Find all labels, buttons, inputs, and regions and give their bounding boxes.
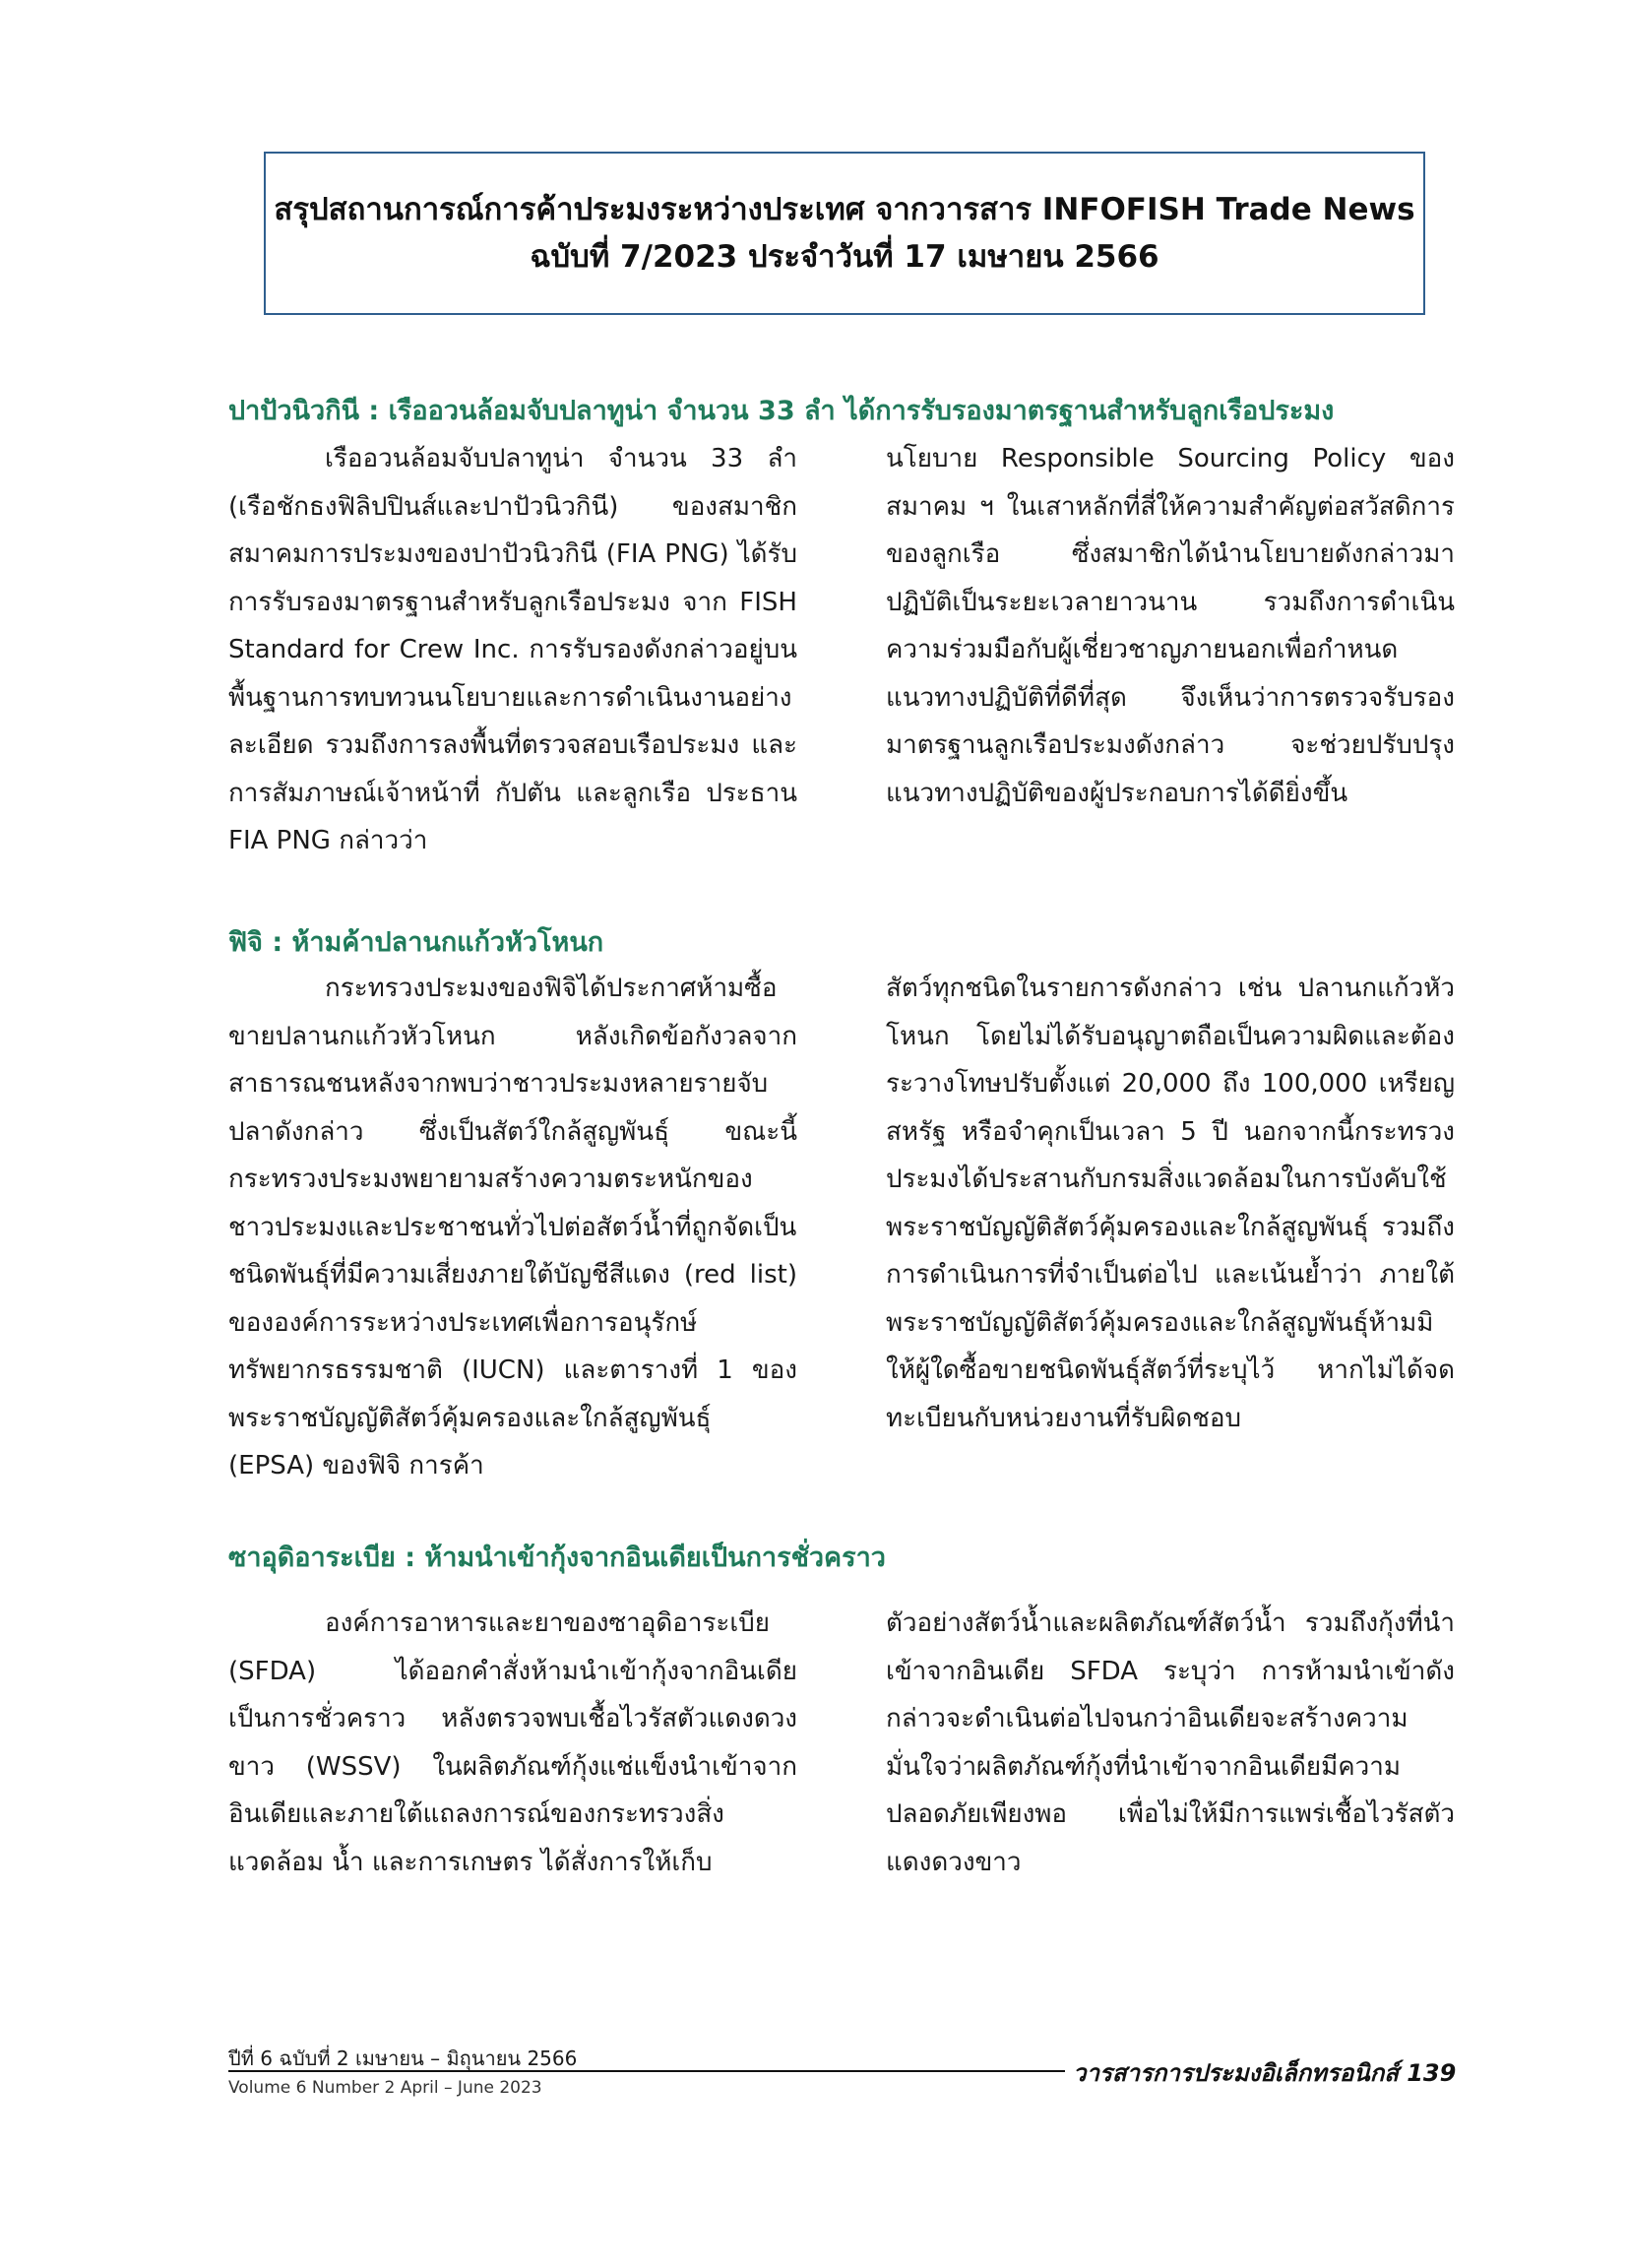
section-fiji-right-column xyxy=(886,965,1455,1442)
footer-issue-thai: ปีที่ 6 ฉบับที่ 2 เมษายน – มิถุนายน 2566 xyxy=(228,2047,578,2070)
section-saudi-right-text: ตัวอย่างสัตว์น้ำและผลิตภัณฑ์สัตว์น้ำ รวมถึงกุ้งที่นำเข้าจากอินเดีย SFDA ระบุว่า การห้ามนำเข้าดังกล่าวจะดำเนินต่อไปจนกว่าอินเดียจะสร้างความมั่นใจว่าผลิตภัณฑ์กุ้งที่นำเข้าจากอินเดียมีความปลอดภัยเพียงพอ เพื่อไม่ให้มีการแพร่เชื้อไวรัสตัวแดงดวงขาว xyxy=(886,1608,1455,1877)
section-fiji-right-text: สัตว์ทุกชนิดในรายการดังกล่าว เช่น ปลานกแก้วหัวโหนก โดยไม่ได้รับอนุญาตถือเป็นความผิดและต้องระวางโทษปรับตั้งแต่ 20,000 ถึง 100,000 เหรียญสหรัฐ หรือจำคุกเป็นเวลา 5 ปี นอกจากนี้กระทรวงประมงได้ประสานกับกรมสิ่งแวดล้อมในการบังคับใช้พระราชบัญญัติสัตว์คุ้มครองและใกล้สูญพันธุ์ รวมถึงการดำเนินการที่จำเป็นต่อไป และเน้นย้ำว่า ภายใต้พระราชบัญญัติสัตว์คุ้มครองและใกล้สูญพันธุ์ห้ามมิให้ผู้ใดซื้อขายชนิดพันธุ์สัตว์ที่ระบุไว้ หากไม่ได้จดทะเบียนกับหน่วยงานที่รับผิดชอบ xyxy=(886,974,1455,1433)
section-saudi-left-text: องค์การอาหารและยาของซาอุดิอาระเบีย (SFDA) ได้ออกคำสั่งห้ามนำเข้ากุ้งจากอินเดียเป็นการชั่วคราว หลังตรวจพบเชื้อไวรัสตัวแดงดวงขาว (WSSV) ในผลิตภัณฑ์กุ้งแช่แข็งนำเข้าจากอินเดียและภายใต้แถลงการณ์ของกระทรวงสิ่งแวดล้อม น้ำ และการเกษตร ได้สั่งการให้เก็บ xyxy=(228,1608,797,1877)
section-heading-fiji: ฟิจิ : ห้ามค้าปลานกแก้วหัวโหนก xyxy=(228,927,604,958)
section-heading-png: ปาปัวนิวกินี : เรืออวนล้อมจับปลาทูน่า จำนวน 33 ลำ ได้การรับรองมาตรฐานสำหรับลูกเรือประมง xyxy=(228,396,1335,426)
footer-journal-title: วารสารการประมงอิเล็กทรอนิกส์ 139 xyxy=(1073,2059,1457,2087)
section-saudi-right-column xyxy=(886,1600,1455,1886)
title-line-1: สรุปสถานการณ์การค้าประมงระหว่างประเทศ จากวารสาร INFOFISH Trade News xyxy=(274,192,1415,227)
section-fiji-left-column xyxy=(228,965,797,1490)
title-box xyxy=(264,152,1425,315)
section-png-right-text: นโยบาย Responsible Sourcing Policy ของสมาคม ฯ ในเสาหลักที่สี่ให้ความสำคัญต่อสวัสดิการของลูกเรือ ซึ่งสมาชิกได้นำนโยบายดังกล่าวมาปฏิบัติเป็นระยะเวลายาวนาน รวมถึงการดำเนินความร่วมมือกับผู้เชี่ยวชาญภายนอกเพื่อกำหนดแนวทางปฏิบัติที่ดีที่สุด จึงเห็นว่าการตรวจรับรองมาตรฐานลูกเรือประมงดังกล่าว จะช่วยปรับปรุงแนวทางปฏิบัติของผู้ประกอบการได้ดียิ่งขึ้น xyxy=(886,444,1455,808)
title-line-2: ฉบับที่ 7/2023 ประจำวันที่ 17 เมษายน 2566 xyxy=(530,239,1159,275)
section-png-left-text: เรืออวนล้อมจับปลาทูน่า จำนวน 33 ลำ (เรือชักธงฟิลิปปินส์และปาปัวนิวกินี) ของสมาชิกสมาคมการประมงของปาปัวนิวกินี (FIA PNG) ได้รับการรับรองมาตรฐานสำหรับลูกเรือประมง จาก FISH Standard for Crew Inc. การรับรองดังกล่าวอยู่บนพื้นฐานการทบทวนนโยบายและการดำเนินงานอย่างละเอียด รวมถึงการลงพื้นที่ตรวจสอบเรือประมง และการสัมภาษณ์เจ้าหน้าที่ กัปตัน และลูกเรือ ประธาน FIA PNG กล่าวว่า xyxy=(228,444,797,855)
section-png-left-column xyxy=(228,435,797,865)
section-fiji-left-text: กระทรวงประมงของฟิจิได้ประกาศห้ามซื้อขายปลานกแก้วหัวโหนก หลังเกิดข้อกังวลจากสาธารณชนหลังจากพบว่าชาวประมงหลายรายจับปลาดังกล่าว ซึ่งเป็นสัตว์ใกล้สูญพันธุ์ ขณะนี้กระทรวงประมงพยายามสร้างความตระหนักของชาวประมงและประชาชนทั่วไปต่อสัตว์น้ำที่ถูกจัดเป็นชนิดพันธุ์ที่มีความเสี่ยงภายใต้บัญชีสีแดง (red list) ขององค์การระหว่างประเทศเพื่อการอนุรักษ์ทรัพยากรธรรมชาติ (IUCN) และตารางที่ 1 ของพระราชบัญญัติสัตว์คุ้มครองและใกล้สูญพันธุ์ (EPSA) ของฟิจิ การค้า xyxy=(228,974,797,1480)
section-heading-saudi: ซาอุดิอาระเบีย : ห้ามนำเข้ากุ้งจากอินเดียเป็นการชั่วคราว xyxy=(228,1543,886,1573)
section-png-right-column xyxy=(886,435,1455,817)
footer-divider xyxy=(228,2070,1065,2072)
section-saudi-left-column xyxy=(228,1600,797,1886)
footer-issue-english: Volume 6 Number 2 April – June 2023 xyxy=(228,2078,542,2098)
